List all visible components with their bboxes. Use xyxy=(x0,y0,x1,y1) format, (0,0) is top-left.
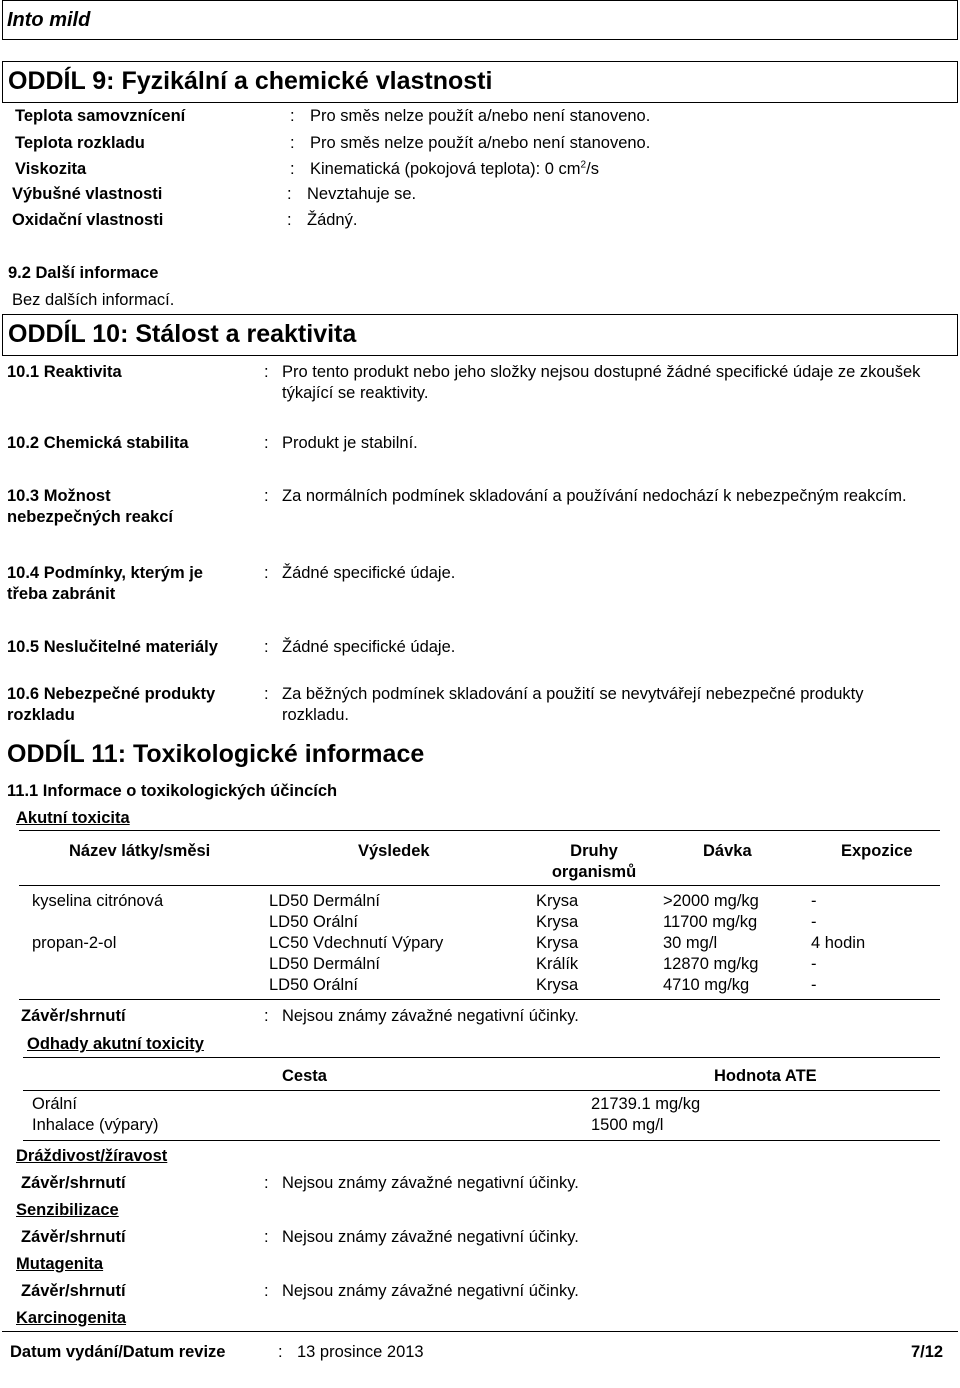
stability-label: 10.1 Reaktivita xyxy=(7,363,122,381)
stability-label: 10.5 Neslučitelné materiály xyxy=(7,638,218,656)
carcinogenicity-heading: Karcinogenita xyxy=(16,1309,127,1327)
header-title: Into mild xyxy=(7,9,91,31)
ate-route: Inhalace (výpary) xyxy=(32,1116,159,1134)
footer-rule xyxy=(2,1331,958,1332)
stability-value: Žádné specifické údaje. xyxy=(282,564,456,582)
exposure-cell: - xyxy=(811,955,817,973)
page-number: 7/12 xyxy=(911,1343,944,1361)
viscosity-exponent: 2 xyxy=(580,159,587,171)
species-cell: Krysa xyxy=(536,892,579,910)
result-cell: LD50 Dermální xyxy=(269,955,380,973)
footer-date-label: Datum vydání/Datum revize xyxy=(10,1343,226,1361)
property-label: Viskozita xyxy=(15,160,87,178)
colon: : xyxy=(264,1174,269,1192)
species-cell: Krysa xyxy=(536,934,579,952)
stability-value: Za normálních podmínek skladování a používání nedochází k nebezpečným reakcím. xyxy=(282,487,907,505)
header-box xyxy=(2,0,958,40)
table-rule-top xyxy=(19,830,940,831)
mutagenicity-heading: Mutagenita xyxy=(16,1255,104,1273)
result-cell: LD50 Dermální xyxy=(269,892,380,910)
irritation-summary-label: Závěr/shrnutí xyxy=(21,1174,126,1192)
colon: : xyxy=(290,107,295,125)
property-label: Teplota rozkladu xyxy=(15,134,145,152)
ate-rule-header xyxy=(23,1090,940,1091)
substance-name: propan-2-ol xyxy=(32,934,117,952)
stability-value: Žádné specifické údaje. xyxy=(282,638,456,656)
section-10-title: ODDÍL 10: Stálost a reaktivita xyxy=(8,320,357,348)
ate-rule-bottom xyxy=(23,1140,940,1141)
species-cell: Králík xyxy=(536,955,579,973)
irritation-heading: Dráždivost/žíravost xyxy=(16,1147,168,1165)
ate-heading: Odhady akutní toxicity xyxy=(27,1035,204,1053)
summary-label: Závěr/shrnutí xyxy=(21,1007,126,1025)
table-header-exposure: Expozice xyxy=(841,842,913,860)
colon: : xyxy=(264,1228,269,1246)
dose-cell: 4710 mg/kg xyxy=(663,976,750,994)
exposure-cell: - xyxy=(811,892,817,910)
viscosity-unit: /s xyxy=(586,160,599,178)
colon: : xyxy=(264,564,269,582)
colon: : xyxy=(290,160,295,178)
exposure-cell: 4 hodin xyxy=(811,934,866,952)
irritation-summary-value: Nejsou známy závažné negativní účinky. xyxy=(282,1174,579,1192)
dose-cell: 12870 mg/kg xyxy=(663,955,759,973)
sensitization-summary-label: Závěr/shrnutí xyxy=(21,1228,126,1246)
colon: : xyxy=(278,1343,283,1361)
mutagenicity-summary-value: Nejsou známy závažné negativní účinky. xyxy=(282,1282,579,1300)
table-header-species: Druhy organismů xyxy=(551,842,637,881)
sensitization-heading: Senzibilizace xyxy=(16,1201,119,1219)
ate-route: Orální xyxy=(32,1095,77,1113)
section-11-title: ODDÍL 11: Toxikologické informace xyxy=(7,740,425,768)
colon: : xyxy=(264,434,269,452)
ate-value: 1500 mg/l xyxy=(591,1116,664,1134)
property-value: Nevztahuje se. xyxy=(307,185,417,203)
result-cell: LD50 Orální xyxy=(269,913,358,931)
stability-value: Pro tento produkt nebo jeho složky nejsou dostupné žádné specifické údaje ze zkoušek týkající se reaktivity. xyxy=(282,363,921,402)
property-label: Teplota samovznícení xyxy=(15,107,186,125)
species-cell: Krysa xyxy=(536,913,579,931)
ate-header-route: Cesta xyxy=(282,1067,327,1085)
mutagenicity-summary-label: Závěr/shrnutí xyxy=(21,1282,126,1300)
dose-cell: >2000 mg/kg xyxy=(663,892,759,910)
stability-label: 10.4 Podmínky, kterým je třeba zabránit xyxy=(7,564,203,603)
exposure-cell: - xyxy=(811,913,817,931)
colon: : xyxy=(264,685,269,703)
footer-date-value: 13 prosince 2013 xyxy=(297,1343,424,1361)
colon: : xyxy=(264,1282,269,1300)
subsection-text: Bez dalších informací. xyxy=(12,291,175,309)
summary-value: Nejsou známy závažné negativní účinky. xyxy=(282,1007,579,1025)
property-value xyxy=(310,159,599,179)
stability-label: 10.2 Chemická stabilita xyxy=(7,434,189,452)
acute-toxicity-heading: Akutní toxicita xyxy=(16,809,130,827)
ate-header-value: Hodnota ATE xyxy=(714,1067,817,1085)
colon: : xyxy=(287,211,292,229)
dose-cell: 30 mg/l xyxy=(663,934,718,952)
table-rule-bottom xyxy=(19,999,940,1000)
property-value: Pro směs nelze použít a/nebo není stanoveno. xyxy=(310,107,651,125)
sensitization-summary-value: Nejsou známy závažné negativní účinky. xyxy=(282,1228,579,1246)
colon: : xyxy=(264,638,269,656)
result-cell: LC50 Vdechnutí Výpary xyxy=(269,934,444,952)
viscosity-text: Kinematická (pokojová teplota): 0 cm xyxy=(310,160,581,178)
table-header-result: Výsledek xyxy=(358,842,430,860)
stability-label: 10.3 Možnost nebezpečných reakcí xyxy=(7,487,173,526)
colon: : xyxy=(287,185,292,203)
property-value: Žádný. xyxy=(307,211,358,229)
subsection-title: 9.2 Další informace xyxy=(8,264,159,282)
result-cell: LD50 Orální xyxy=(269,976,358,994)
species-cell: Krysa xyxy=(536,976,579,994)
subsection-title: 11.1 Informace o toxikologických účincích xyxy=(7,782,338,800)
section-9-title: ODDÍL 9: Fyzikální a chemické vlastnosti xyxy=(8,67,493,95)
table-header-substance: Název látky/směsi xyxy=(69,842,211,860)
colon: : xyxy=(290,134,295,152)
ate-value: 21739.1 mg/kg xyxy=(591,1095,701,1113)
property-value: Pro směs nelze použít a/nebo není stanoveno. xyxy=(310,134,651,152)
colon: : xyxy=(264,1007,269,1025)
dose-cell: 11700 mg/kg xyxy=(663,913,758,931)
property-label: Výbušné vlastnosti xyxy=(12,185,163,203)
stability-label: 10.6 Nebezpečné produkty rozkladu xyxy=(7,685,216,724)
substance-name: kyselina citrónová xyxy=(32,892,164,910)
colon: : xyxy=(264,487,269,505)
stability-value: Produkt je stabilní. xyxy=(282,434,418,452)
ate-rule-top xyxy=(23,1057,940,1058)
exposure-cell: - xyxy=(811,976,817,994)
stability-value: Za běžných podmínek skladování a použití se nevytvářejí nebezpečné produkty rozkladu. xyxy=(282,685,864,724)
property-label: Oxidační vlastnosti xyxy=(12,211,164,229)
table-rule-header xyxy=(19,885,940,886)
table-header-dose: Dávka xyxy=(703,842,752,860)
colon: : xyxy=(264,363,269,381)
